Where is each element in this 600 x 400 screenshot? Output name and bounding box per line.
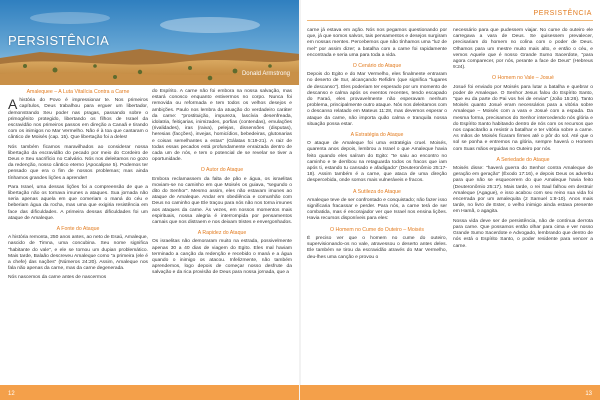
- paragraph: carne já estava em ação. Nós nos pegamos questionando por que, já que somos salvos, tais pensamentos e desejos surgiram em nossas mentes. Percebemos que não tínhamos uma "luz de mel" por assim dizer; a batalha com a carne foi rapidamente encontrada e seria uma para toda a vida.: [307, 28, 447, 58]
- footer-bar: [0, 385, 300, 400]
- footer-bar: [300, 385, 600, 400]
- section-heading: O Homem no Vale – Josué: [492, 75, 554, 82]
- right-page: [300, 0, 600, 400]
- paragraph: Nós também ficamos maravilhados ao considerar nossa libertação da escravidão do pecado por meio do Cordeiro de Deus e Seu sacrifício no Calvário. Nós nos deleitamos no gozo da redenção, nosso cântico eterno (Apocalipse 5). Podemos ter pensado que era o fim de nossos problemas; mas ainda tínhamos grandes lições a aprender!: [8, 144, 148, 181]
- section-heading: O Autor do Ataque: [200, 167, 244, 174]
- paragraph: do Espírito. A carne não foi embora na nossa salvação, mas estará conosco enquanto estivermos no corpo. Nunca foi removida ou reformada e tem todos os velhos desejos e ambições. Paulo nos lembra da atuação do verdadeiro caráter da carne: "prostituição, impureza, lascívia desenfreada, idolatria, feitiçarias, inimizades, porfias (contendas), emulações (rivalidades), iras (raiva), pelejas, dissensões (disputas), heresias (facções), invejas, homicídios, bebedeiras, glutonarias e coisas semelhantes a estas" (Gálatas 5:19-21). A raiz de todas essas pecados está profundamente enraizada dentro de cada um de nós, e tem o potencial de se revelar se tiver a oportunidade.: [152, 89, 292, 163]
- paragraph: Depois do Egito e do Mar Vermelho, eles finalmente entraram no deserto de Sur, alcançando Refidim (que significa "lugares de descanso"). Eles poderiam ter esperado por um momento de descanso e calma após os eventos recentes, tendo escapado do Faraó, eles provavelmente não esperavam nenhum problema, principalmente outro ataque. Nós nos deleitamos com o descanso relatado em Mateus 11:28, mas devemos esperar o ataque da carne, não importa quão calma e tranquila nossa situação possa estar.: [307, 72, 448, 127]
- paragraph: Os israelitas não demoraram muito na estrada, possivelmente apenas 30 a 40 dias de viagem do Egito. Eles mal haviam terminado a canção da redenção e recebido o maná e a água quando o inimigo os atacou. Infelizmente, não também aprendemos, logo depois de começar nosso desfrute da salvação e da rica provisão de Deus para nossa jornada, que a: [152, 239, 292, 276]
- paragraph: O ataque de Amaleque foi uma estratégia cruel. Moisés, quarenta anos depois, lembrou a Israel o que Amaleque havia feito quando eles saíram do Egito: "te saiu ao encontro no caminho e te derribou na retaguarda todos os fracos que iam após ti, estando tu cansado e afadigado" (Deuteronômio 25:17-18). Assim também é a carne, que ataca de uma direção despercebida, onde somos mais vulneráveis e fracos.: [307, 141, 447, 184]
- author-name: Donald Armstrong: [241, 71, 290, 77]
- paragraph: Amaleque teve de ser confrontado e conquistado; não fazer isso significaria fracassar e perder. Para nós, a carne terá de ser combatida, mas é encorajador ver que Israel nos ensina lições. Havia recursos disponíveis para eles:: [307, 197, 447, 222]
- hero-banner: [0, 0, 300, 85]
- section-heading: O Cenário do Ataque: [352, 63, 402, 70]
- page-number: 12: [8, 391, 15, 397]
- section-heading: A Sutileza do Ataque: [353, 188, 401, 195]
- section-heading: A Rapidez do Ataque: [197, 230, 247, 237]
- right-column-2: [453, 28, 593, 253]
- paragraph: Embora reclamassem da falta de pão e água, os israelitas moviam-se no caminho em que Moisés os guiava, "segundo o dito do Senhor". Mesmo assim, eles não estavam imunes ao ataque de Amaleque. Andar em obediência e comunhão com Deus no caminho que Ele traçou para nós não nos torna imunes aos ataques da carne. Às vezes, em nossos momentos mais espirituais, nossa alegria é interrompida por pensamentos carnais que nos distraem e nos deixam tristes e envergonhados.: [152, 176, 293, 226]
- page-title: PERSISTÊNCIA: [8, 33, 110, 48]
- paragraph: Nossa vida deve ser de persistência, não de contínua derrota para carne. Que possamos então olhar para cima e ver nosso Grande Sumo Sacerdote e Advogado, lembrando que dentro de nós está o Espírito Santo, o poder residente para vencer a carne.: [453, 218, 593, 249]
- section-heading: A Fonte do Ataque: [56, 226, 100, 233]
- paragraph: necessário para que pudessem viajar. No cume do outeiro ele carregava a vara de Deus. Se quisessem prevalecer, precisariam do homem no colina com o poder de Deus. Olhamos para um mestre muito mais alto, e então o céu, e vemos Aquele que é nosso Grande Sumo Sacerdote, "para agora comparecer, por nós, perante a face de Deus" (Hebreus 9:24).: [453, 28, 593, 71]
- drop-cap: A: [8, 96, 18, 113]
- paragraph: Ahistória do Povo é impressionar te. Nos primeiros capítulos, Deus trabalhou para erguer um libertador, demonstrando Seu poder nas pragas, passando sobre o primogênito protegido, libertando os filhos de Israel da escravidão nos primeiros passos em direção a Canaã e tirando com os inimigos no Mar Vermelho. Não é à toa que cantaram o cântico de Moisés (cap. 15). Que libertação foi a deles!: [8, 96, 148, 141]
- section-heading: O Homem no Cume do Outeiro – Moisés: [330, 226, 424, 233]
- left-column-2: [152, 89, 292, 280]
- left-column-1: [8, 89, 148, 285]
- running-header: PERSISTÊNCIA: [533, 10, 592, 17]
- paragraph: Nós nascemos da carne antes de nascermos: [8, 275, 107, 281]
- section-heading: Amalequee – A Luta Vitalícia Contra a Carne: [26, 89, 130, 95]
- paragraph: A história remonta, 250 anos antes, ao neto de Esaú, Amaleque, nascido de Timna, uma concubina. Seu nome significa "habitante do vale", e ele se tornou um dupian problemático. Mais tarde, Balaão descreveu Amaleque como "a primeira (ele é a chefe) das nações" (Números 24:20). Assim, Amaleque nos fala não apenas da carne, mas da carne degenerada.: [8, 235, 148, 272]
- section-heading: A Estratégia do Ataque: [350, 132, 404, 139]
- right-column-1: [307, 28, 447, 264]
- page-number: 13: [585, 391, 592, 397]
- paragraph: Para Israel, uma dessas lições foi a compreensão de que a libertação não os tornava imunes a ataques. Sua jornada não seria apenas aquela em que comeriam o maná do céu e beberiam água da rocha, mas uma que exigiria resistência em face das dificuldades. A primeira dessas dificuldades foi um ataque de Amaleque.: [8, 184, 148, 221]
- paragraph: É preciso ver que o homem no cume do outeiro, supervisionando-os no vale, atravessou o deserto antes deles. Ele também se tirou da escravidão através do Mar Vermelho, deu-lhes uma canção e provou o: [307, 235, 447, 260]
- header-rule: [307, 20, 593, 21]
- section-heading: A Seriedade do Ataque: [496, 156, 550, 163]
- paragraph: Moisés disse: "haverá guerra do Senhor contra Amaleque de geração em geração" (Êxodo 17:16), e depois Deus os advertiu para que não se esquecerem do que Amaleque havia feito (Deuteronômio 25:17). Mais tarde, o rei Saul falhou em destruir Amaleque (Agague), e isso acabou com seu reino sua vida foi encerrada por um amalequita (2 Samuel 1:8-10). Anos mais tarde, no livro de Ester, o velho inimigo ainda estava presente em Hamã, o agagita.: [453, 166, 593, 215]
- paragraph: Josué foi enviado por Moisés para lutar a batalha e quebrar o poder de Amaleque. O Senhor Jesus falou do Espírito Santo, "que eu da parte do Pai vos hei de enviar" (João 15:26). Tanto Moisés quanto Josué eram necessários para a vitória sobre Amaleque – Moisés com a vara e Josué com a espada. Da mesma forma, precisamos do Senhor intercedendo nós glória e do Espírito Santo habitando dentro de nós com os recursos que nos capacitarão a resistir a batalhar e ter vitória sobre a carne. As mãos de Moisés ficaram firmes até o pôr do sol. Até que o sol se ponha e entremos na glória, sempre haverá o Homem com Suas mãos erguidas no Outeiro por nós.: [453, 84, 593, 152]
